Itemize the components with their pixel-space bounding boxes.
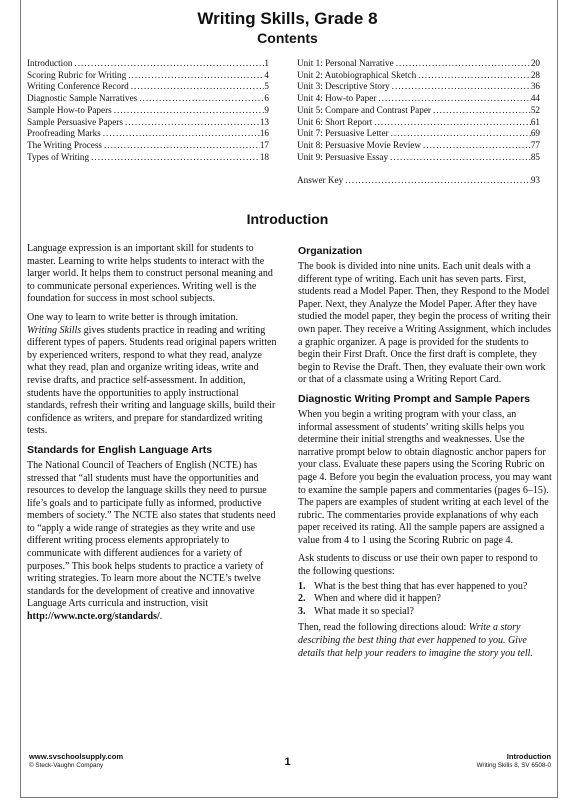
toc-entry	[27, 70, 269, 82]
toc-entry-page: 1	[264, 58, 269, 68]
toc-leader	[72, 58, 264, 70]
diagnostic-heading: Diagnostic Writing Prompt and Sample Papers	[298, 392, 531, 405]
toc-entry-page: 9	[264, 104, 269, 115]
toc-entry-answer-key	[297, 175, 540, 187]
toc-entry	[297, 93, 540, 105]
toc-entry-label: Diagnostic Sample Narratives	[27, 93, 138, 104]
toc-leader	[101, 128, 260, 140]
question-number: 2.	[298, 593, 306, 605]
left-text-column	[27, 243, 279, 630]
toc-entry	[297, 152, 540, 164]
toc-entry	[27, 128, 269, 140]
footer-website[interactable]: www.svschoolsupply.com	[29, 752, 124, 761]
toc-entry-page: 17	[259, 139, 269, 150]
imitation-intro: One way to learn to write better is through imitation.	[27, 311, 239, 323]
toc-entry-page: 61	[530, 116, 540, 127]
toc-leader	[389, 128, 531, 140]
toc-entry	[297, 70, 540, 82]
toc-entry-label: Introduction	[27, 58, 73, 68]
list-item	[298, 606, 552, 619]
toc-entry-label: Unit 1: Personal Narrative	[297, 58, 394, 68]
toc-leader	[394, 58, 531, 70]
toc-leader	[431, 105, 531, 117]
question-number: 1.	[298, 580, 306, 592]
toc-leader	[126, 70, 264, 82]
directions-prompt: Write a story describing the best thing that ever happened to you. Give details that help your readers to imagine the story you tell.	[298, 622, 533, 659]
directions-paragraph	[298, 622, 552, 660]
toc-entry-page: 6	[264, 93, 269, 104]
toc-entry	[297, 58, 540, 70]
toc-left-column	[27, 58, 269, 163]
toc-entry-label: Types of Writing	[27, 151, 90, 162]
questions-list	[298, 581, 552, 619]
question-number: 3.	[298, 605, 306, 617]
toc-leader	[343, 175, 531, 187]
toc-entry-page: 36	[530, 81, 540, 92]
toc-entry-page: 5	[264, 81, 269, 92]
toc-entry-label: Unit 2: Autobiographical Sketch	[297, 69, 417, 80]
toc-leader	[372, 117, 531, 129]
directions-intro: Then, read the following directions aloud:	[298, 622, 467, 634]
toc-entry-page: 52	[530, 104, 540, 115]
toc-entry-label: Unit 8: Persuasive Movie Review	[297, 139, 422, 150]
toc-leader	[112, 105, 265, 117]
ncte-link[interactable]: http://www.ncte.org/standards/	[27, 611, 160, 623]
toc-right-column	[297, 58, 540, 187]
toc-entry	[297, 140, 540, 152]
toc-entry-label: Unit 7: Persuasive Letter	[297, 128, 389, 139]
imitation-paragraph	[27, 312, 279, 438]
toc-entry-label: Writing Conference Record	[27, 81, 129, 92]
standards-paragraph	[27, 460, 279, 624]
toc-entry-page: 44	[530, 93, 540, 104]
toc-leader	[129, 81, 265, 93]
questions-intro: Ask students to discuss or use their own paper to respond to the following questions:	[298, 553, 538, 578]
toc-leader	[102, 140, 260, 152]
question-text: What made it so special?	[314, 605, 414, 617]
intro-paragraph: Language expression is an important skill for students to master. Learning to write helps students to interact with the larger world. It helps them to construct personal meaning and to communicate personal experiences. Writing well is the foundation for success in most school subjects.	[27, 243, 273, 305]
toc-entry-label: Unit 4: How-to Paper	[297, 93, 377, 104]
footer-section: Introduction	[506, 752, 551, 761]
standards-heading: Standards for English Language Arts	[27, 443, 213, 456]
toc-entry-label: Answer Key	[297, 175, 344, 186]
right-text-column	[298, 243, 552, 666]
toc-entry-page: 13	[259, 116, 269, 127]
toc-entry	[27, 58, 269, 70]
toc-entry-label: Unit 6: Short Report	[297, 116, 373, 127]
toc-leader	[416, 70, 531, 82]
toc-leader	[89, 152, 260, 164]
toc-entry	[297, 128, 540, 140]
toc-entry	[297, 81, 540, 93]
book-title: Writing Skills, Grade 8	[197, 9, 378, 28]
imitation-rest: gives students practice in reading and writing different types of papers. Students read original papers written by experienced writers, respond to what they read, analyze what they read, plan and organize writing ideas, write and revise drafts, and practice self-assessment. In addition, students have the opportunities to apply instructional standards, refresh their writing and language skills, build their confidence as writers, and prepare for standardized writing tests.	[27, 324, 277, 437]
toc-entry-label: Unit 5: Compare and Contrast Paper	[297, 104, 431, 115]
toc-entry-page: 93	[530, 175, 540, 186]
toc-entry-label: Unit 3: Descriptive Story	[297, 81, 390, 92]
toc-entry	[27, 105, 269, 117]
diagnostic-paragraph: When you begin a writing program with your class, an informal assessment of students’ writing skills helps you determine their initial strengths and weaknesses. Use the narrative prompt below to obtain diagnostic anchor papers for your class. Evaluate these papers using the Scoring Rubric on page 4. Before you begin the evaluation process, you may want to examine the sample papers and commentaries (pages 6–15). The papers are examples of student writing at each level of the rubric. The commentaries provide explanations of why each paper received its rating. All the sample papers are assigned a value from 4 to 1 using the Scoring Rubric on page 4.	[298, 408, 552, 546]
list-item	[298, 581, 552, 594]
toc-leader	[421, 140, 531, 152]
toc-entry	[27, 140, 269, 152]
toc-entry-page: 16	[259, 128, 269, 139]
toc-entry-label: Scoring Rubric for Writing	[27, 69, 127, 80]
toc-entry-label: Unit 9: Persuasive Essay	[297, 151, 389, 162]
introduction-heading: Introduction	[246, 211, 329, 227]
toc-entry-page: 4	[264, 69, 269, 80]
toc-entry-page: 20	[530, 58, 540, 68]
toc-leader	[390, 81, 531, 93]
footer-copyright: © Steck-Vaughn Company	[29, 762, 104, 769]
page-number: 1	[284, 756, 291, 768]
question-text: What is the best thing that has ever happened to you?	[314, 580, 528, 592]
list-item	[298, 593, 552, 606]
footer-book-code: Writing Skills 8, SV 6508-0	[476, 762, 551, 769]
toc-entry	[27, 81, 269, 93]
question-text: When and where did it happen?	[314, 593, 441, 605]
toc-entry-page: 77	[530, 139, 540, 150]
toc-leader	[388, 152, 531, 164]
url-period: .	[159, 611, 163, 623]
toc-entry-page: 28	[530, 69, 540, 80]
toc-entry	[27, 93, 269, 105]
toc-entry-page: 69	[530, 128, 540, 139]
book-title-inline: Writing Skills	[27, 324, 82, 336]
organization-heading: Organization	[298, 245, 363, 257]
toc-entry-label: The Writing Process	[27, 139, 102, 150]
toc-entry-page: 85	[530, 151, 540, 162]
toc-entry	[297, 117, 540, 129]
toc-entry	[27, 152, 269, 164]
toc-leader	[123, 117, 260, 129]
toc-leader	[137, 93, 264, 105]
toc-entry-label: Proofreading Marks	[27, 128, 101, 139]
toc-leader	[376, 93, 530, 105]
contents-heading: Contents	[257, 30, 318, 46]
standards-text: The National Council of Teachers of English (NCTE) has stressed that “all students must have the opportunities and resources to develop the language skills they need to pursue life’s goals and to participate fully as informed, productive members of society.” The NCTE also states that students need to “apply a wide range of strategies as they write and use different writing process elements appropriately to communicate with different audiences for a variety of purposes.” This book helps students to practice a variety of writing strategies. To learn more about the NCTE’s twelve standards for the development of creative and innovative Language Arts curricula and instruction, visit	[27, 459, 276, 610]
toc-entry	[27, 117, 269, 129]
toc-entry-page: 18	[259, 151, 269, 162]
toc-entry-label: Sample How-to Papers	[27, 104, 112, 115]
toc-entry-label: Sample Persuasive Papers	[27, 116, 123, 127]
organization-paragraph: The book is divided into nine units. Each unit deals with a different type of writing. Each unit has seven parts. First, students read a Model Paper. Then, they Respond to the Model Paper. Next, they Analyze the Model Paper. After they have studied the model paper, they begin the process of writing their own paper. They receive a Writing Assignment, which includes a graphic organizer. A page is provided for the students to begin their First Draft. Once the first draft is complete, they begin to Revise the Draft. Then, they evaluate their own work or that of a classmate using a Writing Report Card.	[298, 261, 552, 386]
toc-entry	[297, 105, 540, 117]
